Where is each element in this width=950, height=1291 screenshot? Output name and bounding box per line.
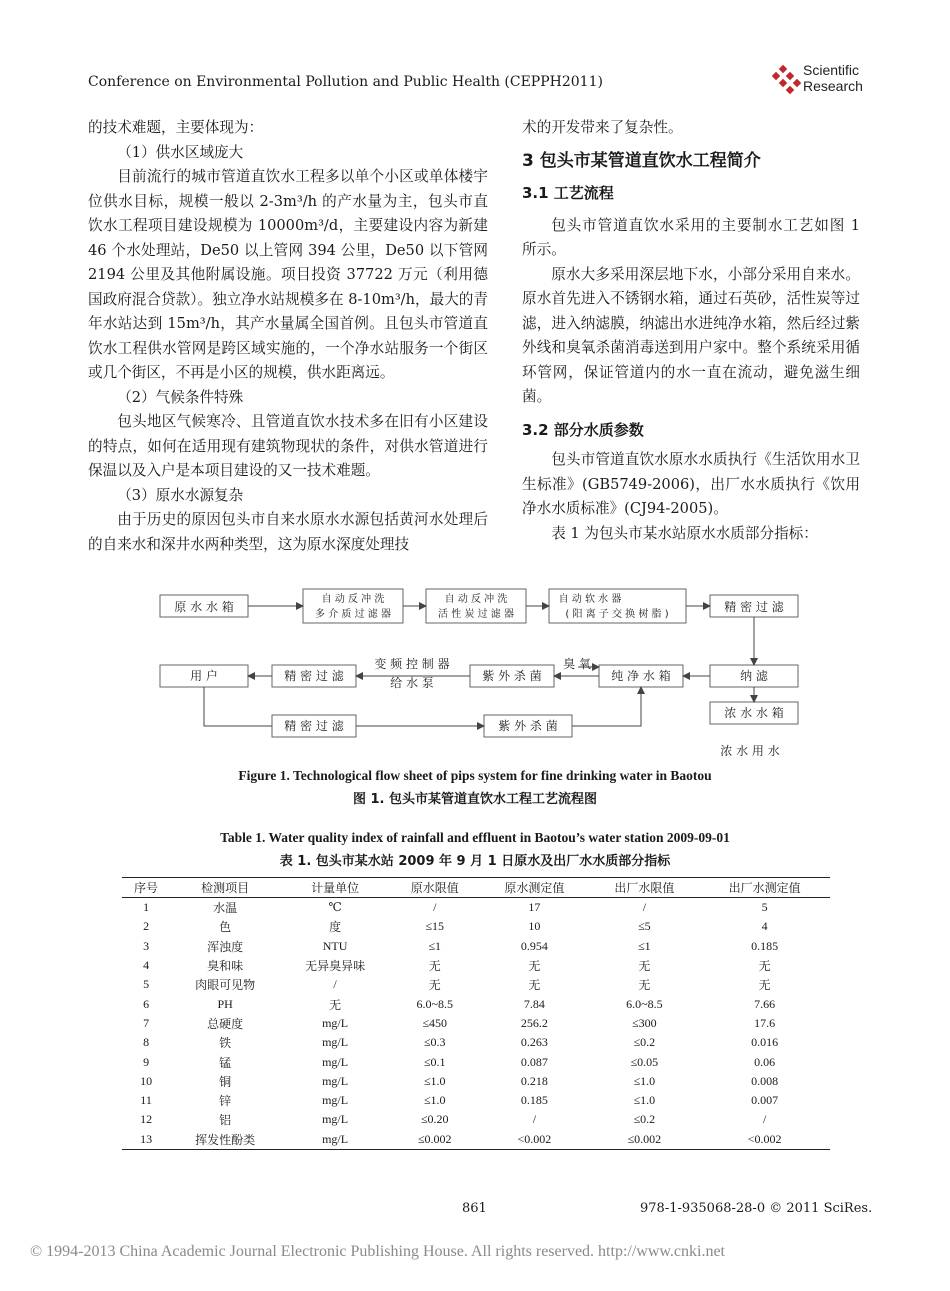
table-row [122, 937, 830, 956]
filter2-label-a: 自 动 反 冲 洗 [444, 594, 508, 605]
table-cell: 13 [122, 1130, 170, 1150]
paragraph: 目前流行的城市管道直饮水工程多以单个小区或单体楼宇位供水目标，规模一般以 2-3m³/h 的产水量为主，包头市直饮水工程项目建设规模为 10000m³/d，主要建设内容为新建 46 个水处理站，De50 以上管网 394 公里，De50 以下管网 2194 公里及其他附属设施。项目投资 37722 万元（利用德国政府混合贷款）。独立净水站规模多在 8-10m³/h，最大的青年水站达到 15m³/h，其产水量属全国首例。且包头市管道直饮水工程供水管网是跨区域实施的，一个净水站服务一个街区或几个街区，不再是小区的规模，供水距离远。 [88, 168, 488, 381]
table-cell: 无 [528, 978, 541, 993]
table-cell: ≤5 [638, 919, 651, 934]
table-cell: mg/L [322, 1093, 349, 1108]
table-cell: ≤0.2 [633, 1035, 656, 1050]
subheading: （1）供水区域庞大 [117, 143, 244, 161]
table-cell: ≤1.0 [633, 1073, 656, 1088]
figure-caption-zh: 图 1. 包头市某管道直饮水工程工艺流程图 [352, 792, 598, 807]
table-cell: 6.0~8.5 [416, 996, 453, 1011]
table-cell: 无 [758, 959, 771, 974]
table-cell: 2 [143, 919, 150, 934]
paragraph: 原水大多采用深层地下水，小部分采用自来水。原水首先进入不锈钢水箱，通过石英砂，活性炭等过滤，进入纳滤膜，纳滤出水进纯净水箱，然后经过紫外线和臭氧杀菌消毒送到用户家中。整个系统采用循环管网，保证管道内的水一直在流动，避免滋生细菌。 [522, 265, 860, 405]
subsection-heading: 3.1 工艺流程 [522, 184, 614, 202]
table-row [122, 1091, 830, 1110]
precision-filter-label: 精 密 过 滤 [724, 600, 784, 614]
table-row [122, 898, 830, 918]
table-cell: 度 [329, 920, 342, 935]
table-cell: 浑浊度 [207, 939, 244, 954]
precision-filter-3-label: 精 密 过 滤 [284, 719, 344, 733]
table-cell: / [763, 1112, 767, 1127]
table-cell: 0.954 [520, 938, 548, 953]
header-cell: 序号 [122, 878, 170, 898]
softener-label-a: 自 动 软 水 器 [558, 594, 622, 605]
table-cell: 17 [528, 900, 541, 915]
table-cell: mg/L [322, 1073, 349, 1088]
table-cell: 11 [140, 1093, 152, 1108]
filter2-label-b: 活 性 炭 过 滤 器 [438, 609, 514, 620]
table-cell: ≤0.002 [589, 1130, 699, 1150]
logo-line1: Scientific [803, 62, 860, 78]
table-cell: 12 [140, 1112, 153, 1127]
table-caption-en: Table 1. Water quality index of rainfall and effluent in Baotou’s water station 2009-09-01 [220, 830, 730, 845]
table-row [122, 917, 830, 936]
precision-filter-2-label: 精 密 过 滤 [284, 669, 344, 683]
table-cell: / [433, 900, 437, 915]
subheading: （2）气候条件特殊 [117, 388, 244, 406]
table-cell: / [333, 977, 337, 992]
table-cell: ≤0.05 [630, 1054, 659, 1069]
table-cell: ≤300 [632, 1015, 657, 1030]
header-cell: 出厂水限值 [589, 878, 699, 898]
table-cell: 无 [758, 978, 771, 993]
table-cell: 肉眼可见物 [195, 978, 256, 993]
table-cell: 7 [143, 1015, 150, 1030]
water-quality-table [122, 877, 830, 1150]
table-cell: 0.007 [751, 1093, 779, 1108]
table-cell: ≤1 [638, 938, 651, 953]
logo-text [803, 62, 863, 94]
header-cell: 计量单位 [280, 878, 390, 898]
table-cell: mg/L [322, 1054, 349, 1069]
table-cell: 5 [761, 900, 768, 915]
table-cell: NTU [322, 938, 348, 953]
table-cell: 6 [143, 996, 150, 1011]
table-cell: ≤0.20 [420, 1112, 449, 1127]
table-cell: ≤0.3 [423, 1035, 446, 1050]
table-row [122, 1014, 830, 1033]
table-cell: 9 [143, 1054, 150, 1069]
table-cell: mg/L [322, 1112, 349, 1127]
table-row [122, 994, 830, 1013]
table-cell: ≤1.0 [423, 1093, 446, 1108]
table-cell: mg/L [322, 1015, 349, 1030]
table-caption-zh: 表 1. 包头市某水站 2009 年 9 月 1 日原水及出厂水水质部分指标 [279, 854, 671, 869]
header-cell: 出厂水测定值 [699, 878, 830, 898]
table-row [122, 1130, 830, 1150]
paragraph: 包头市管道直饮水采用的主要制水工艺如图 1 所示。 [522, 216, 860, 258]
paragraph: 包头市管道直饮水原水水质执行《生活饮用水卫生标准》(GB5749-2006)，出厂水水质执行《饮用净水水质标准》(CJ94-2005)。 [522, 451, 860, 517]
table-cell: 挥发性酚类 [170, 1130, 280, 1150]
table-cell: ≤0.2 [633, 1112, 656, 1127]
table-cell: 3 [143, 938, 150, 953]
table-cell: 0.087 [520, 1054, 548, 1069]
table-cell: 铁 [219, 1036, 232, 1051]
table-cell: 铝 [219, 1113, 232, 1128]
table-cell: ≤450 [422, 1015, 448, 1030]
table-row [122, 956, 830, 975]
table-cell: 锰 [219, 1055, 232, 1070]
vfd-label: 变 频 控 制 器 [374, 657, 450, 671]
paragraph: 包头地区气候寒冷、且管道直饮水技术多在旧有小区建设的特点，如何在适用现有建筑物现状的条件，对供水管道进行保温以及入户是本项目建设的又一技术难题。 [88, 413, 488, 479]
raw-water-tank-label: 原 水 水 箱 [174, 600, 234, 614]
table-cell: <0.002 [479, 1130, 589, 1150]
table-cell: ≤0.002 [390, 1130, 479, 1150]
left-column [88, 116, 488, 557]
table-cell: ≤1 [428, 938, 442, 953]
table-cell: 8 [143, 1035, 150, 1050]
section-heading: 3 包头市某管道直饮水工程简介 [522, 150, 761, 171]
table-cell: 铜 [219, 1074, 232, 1089]
table-cell: 256.2 [520, 1015, 548, 1030]
table-cell: 0.185 [520, 1093, 548, 1108]
conference-header: Conference on Environmental Pollution and Public Health (CEPPH2011) [88, 74, 603, 90]
isbn-line: 978-1-935068-28-0 © 2011 SciRes. [640, 1201, 873, 1216]
table-cell: / [642, 900, 647, 915]
paragraph: 由于历史的原因包头市自来水原水水源包括黄河水处理后的自来水和深井水两种类型，这为原水深度处理技 [88, 511, 488, 553]
table-cell: 无 [329, 997, 342, 1012]
table-cell: 10 [528, 919, 541, 934]
table-cell: 0.06 [754, 1054, 776, 1069]
table-cell: 4 [143, 958, 150, 973]
table-cell: 无 [428, 978, 441, 993]
copyright-line: © 1994-2013 China Academic Journal Electronic Publishing House. All rights reserved. http://www.cnki.net [30, 1243, 725, 1260]
table-cell: 1 [143, 900, 150, 915]
table-cell: PH [217, 996, 233, 1011]
paragraph: 术的开发带来了复杂性。 [522, 119, 683, 136]
nanofilter-label: 纳 滤 [740, 669, 768, 683]
figure-caption-en: Figure 1. Technological flow sheet of pips system for fine drinking water in Baotou [238, 768, 712, 783]
filter1-label-b: 多 介 质 过 滤 器 [315, 609, 391, 620]
uv-label: 紫 外 杀 菌 [482, 669, 542, 683]
table-cell: ≤15 [425, 919, 445, 934]
table-cell: 色 [219, 920, 232, 935]
page-number: 861 [462, 1201, 487, 1216]
ozone-label: 臭 氧 [563, 657, 591, 671]
table-row [122, 1072, 830, 1091]
table-cell: ℃ [328, 900, 342, 915]
pump-label: 给 水 泵 [390, 676, 434, 690]
table-cell: 4 [761, 919, 768, 934]
process-flow-diagram [0, 580, 950, 765]
logo-line2: Research [803, 78, 863, 94]
table-cell: 7.66 [754, 996, 776, 1011]
table-cell: 7.84 [523, 996, 545, 1011]
table-cell: <0.002 [699, 1130, 830, 1150]
table-cell: ≤1.0 [633, 1093, 656, 1108]
table-cell: 0.218 [520, 1073, 548, 1088]
table-cell: 水温 [213, 901, 238, 916]
table-row [122, 1052, 830, 1071]
table-cell: 无 [638, 959, 651, 974]
subsection-heading: 3.2 部分水质参数 [522, 420, 644, 439]
table-cell: ≤0.1 [423, 1054, 446, 1069]
pure-water-tank-label: 纯 净 水 箱 [611, 669, 671, 683]
table-cell: 5 [143, 977, 150, 992]
table-cell: / [532, 1112, 537, 1127]
table-row [122, 1033, 830, 1052]
header-cell: 原水限值 [390, 878, 479, 898]
table-cell: 0.016 [751, 1035, 779, 1050]
table-cell: ≤1.0 [423, 1073, 446, 1088]
uv-2-label: 紫 外 杀 菌 [498, 719, 558, 733]
table-header-row [122, 878, 830, 898]
paragraph: 的技术难题，主要体现为： [88, 119, 264, 136]
table-cell: 10 [140, 1073, 153, 1088]
user-label: 用 户 [190, 669, 218, 683]
table-cell: mg/L [280, 1130, 390, 1150]
table-cell: 锌 [219, 1094, 232, 1109]
paragraph: 表 1 为包头市某水站原水水质部分指标： [551, 524, 818, 542]
table-cell: 17.6 [754, 1015, 776, 1030]
concentrate-use-label: 浓 水 用 水 [720, 744, 780, 758]
softener-label-b: ( 阳 离 子 交 换 树 脂 ) [565, 609, 669, 620]
table-cell: 总硬度 [207, 1016, 244, 1031]
table-cell: 0.185 [751, 938, 779, 953]
filter1-label-a: 自 动 反 冲 洗 [321, 594, 385, 605]
concentrate-tank-label: 浓 水 水 箱 [724, 706, 784, 720]
table-cell: 无 [528, 959, 541, 974]
table-cell: 无异臭异味 [305, 959, 366, 974]
table-row [122, 975, 830, 994]
right-column [522, 116, 860, 546]
table-cell: 0.008 [751, 1073, 779, 1088]
table-cell: 6.0~8.5 [626, 996, 663, 1011]
table-cell: mg/L [322, 1035, 349, 1050]
table-cell: 臭和味 [207, 959, 244, 974]
table-cell: 0.263 [520, 1035, 548, 1050]
table-cell: 无 [428, 959, 441, 974]
table-row [122, 1110, 830, 1129]
subheading: （3）原水水源复杂 [117, 486, 244, 504]
table-cell: 无 [638, 978, 651, 993]
header-cell: 原水测定值 [479, 878, 589, 898]
header-cell: 检测项目 [170, 878, 280, 898]
